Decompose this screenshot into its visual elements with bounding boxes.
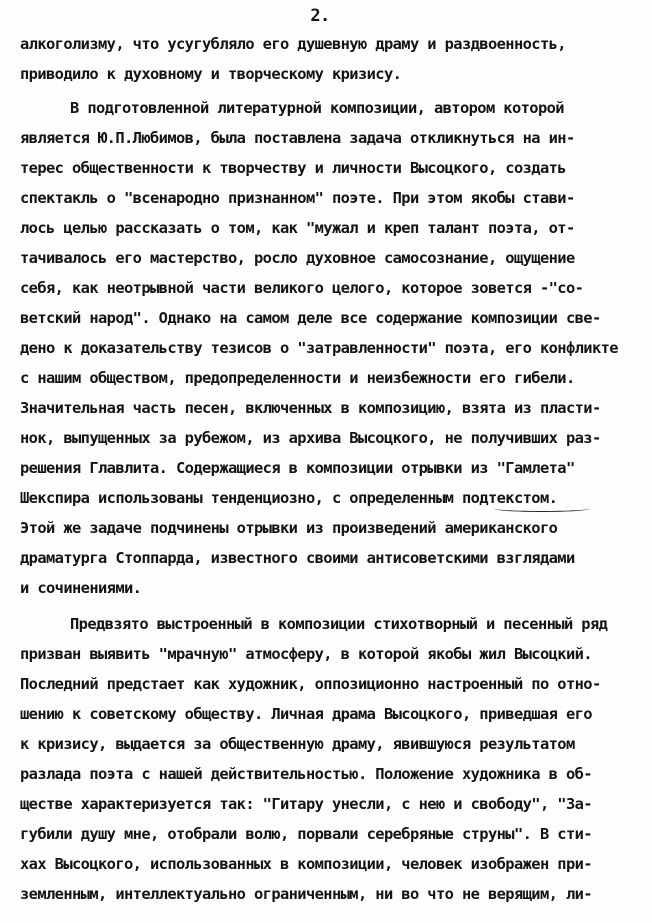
text-line: лось целью рассказать о том, как "мужал и креп талант поэта, от- [20,219,575,237]
text-line: хах Высоцкого, использованных в композиции, человек изображен при- [20,855,592,873]
text-line: тачивалось его мастерство, росло духовное самосознание, ощущение [20,249,575,267]
text-line: к кризису, выдается за общественную драму, явившуюся результатом [20,735,575,753]
text-line: губили душу мне, отобрали волю, порвали серебряные струны". В сти- [20,825,592,843]
paragraph-start-line: Предвзято выстроенный в композиции стихотворный и песенный ряд [70,615,608,633]
text-line: алкоголизму, что усугубляло его душевную драму и раздвоенность, [20,35,566,53]
text-line: себя, как неотрывной части великого целого, которое зовется -"со- [20,279,584,297]
text-line: Шекспира использованы тенденциозно, с определенным подтекстом. [20,489,558,507]
text-line: спектакль о "всенародно признанном" поэте. При этом якобы стави- [20,189,575,207]
text-line: с нашим обществом, предопределенности и неизбежности его гибели. [20,369,575,387]
text-line: дено к доказательству тезисов о "затравленности" поэта, его конфликте [20,339,618,357]
text-line: является Ю.П.Любимов, была поставлена задача откликнуться на ин- [20,129,575,147]
text-line: драматурга Стоппарда, известного своими антисоветскими взглядами [20,549,575,567]
page-number: 2. [310,6,330,26]
text-line: Последний предстает как художник, оппозиционно настроенный по отно- [20,675,601,693]
text-line: приводило к духовному и творческому кризису. [20,65,402,83]
text-line: призван выявить "мрачную" атмосферу, в которой якобы жил Высоцкий. [20,645,592,663]
paragraph-start-line: В подготовленной литературной композиции, автором которой [70,99,564,117]
text-line: решения Главлита. Содержащиеся в композиции отрывки из "Гамлета" [20,459,575,477]
text-line: шению к советскому обществу. Личная драма Высоцкого, приведшая его [20,705,592,723]
handwritten-underline [494,505,590,512]
text-line: Значительная часть песен, включенных в композицию, взята из пласти- [20,399,601,417]
text-line: ветский народ". Однако на самом деле все содержание композиции све- [20,309,601,327]
text-line: нок, выпущенных за рубежом, из архива Высоцкого, не получивших раз- [20,429,601,447]
text-line: ществе характеризуется так: "Гитару унесли, с нею и свободу", "За- [20,795,592,813]
text-line: разлада поэта с нашей действительностью. Положение художника в об- [20,765,592,783]
text-line: терес общественности к творчеству и личности Высоцкого, создать [20,159,566,177]
text-line: земленным, интеллектуально ограниченным, ни во что не верящим, ли- [20,885,592,903]
text-line: Этой же задаче подчинены отрывки из произведений американского [20,519,558,537]
text-line: и сочинениями. [20,579,142,597]
